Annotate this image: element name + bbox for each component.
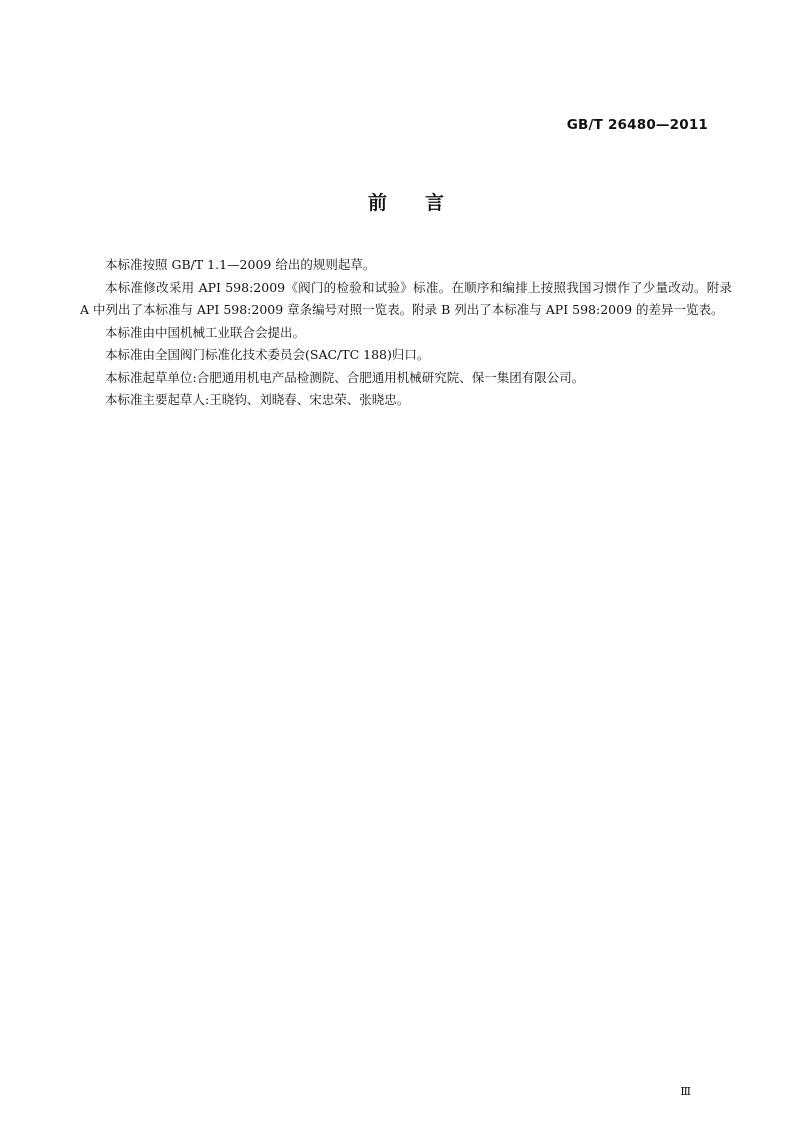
standard-number: GB/T 26480—2011	[566, 117, 708, 133]
paragraph-drafters: 本标准主要起草人:王晓钧、刘晓春、宋忠荣、张晓忠。	[105, 392, 410, 407]
page-title: 前言	[367, 192, 482, 214]
page-number: Ⅲ	[680, 1085, 690, 1098]
foreword-body	[80, 254, 732, 412]
paragraph-drafting-rules: 本标准按照 GB/T 1.1—2009 给出的规则起草。	[105, 257, 376, 272]
paragraph-proposer: 本标准由中国机械工业联合会提出。	[105, 324, 306, 340]
paragraph-committee: 本标准由全国阀门标准化技术委员会(SAC/TC 188)归口。	[105, 347, 430, 362]
paragraph-drafting-units: 本标准起草单位:合肥通用机电产品检测院、合肥通用机械研究院、保一集团有限公司。	[105, 369, 585, 385]
paragraph-adoption: 本标准修改采用 API 598:2009《阀门的检验和试验》标准。在顺序和编排上按照我国习惯作了少量改动。附录 A 中列出了本标准与 API 598:2009 章条编号对照一览表。附录 B 列出了本标准与 API 598:2009 的差异一览表。	[80, 279, 732, 317]
